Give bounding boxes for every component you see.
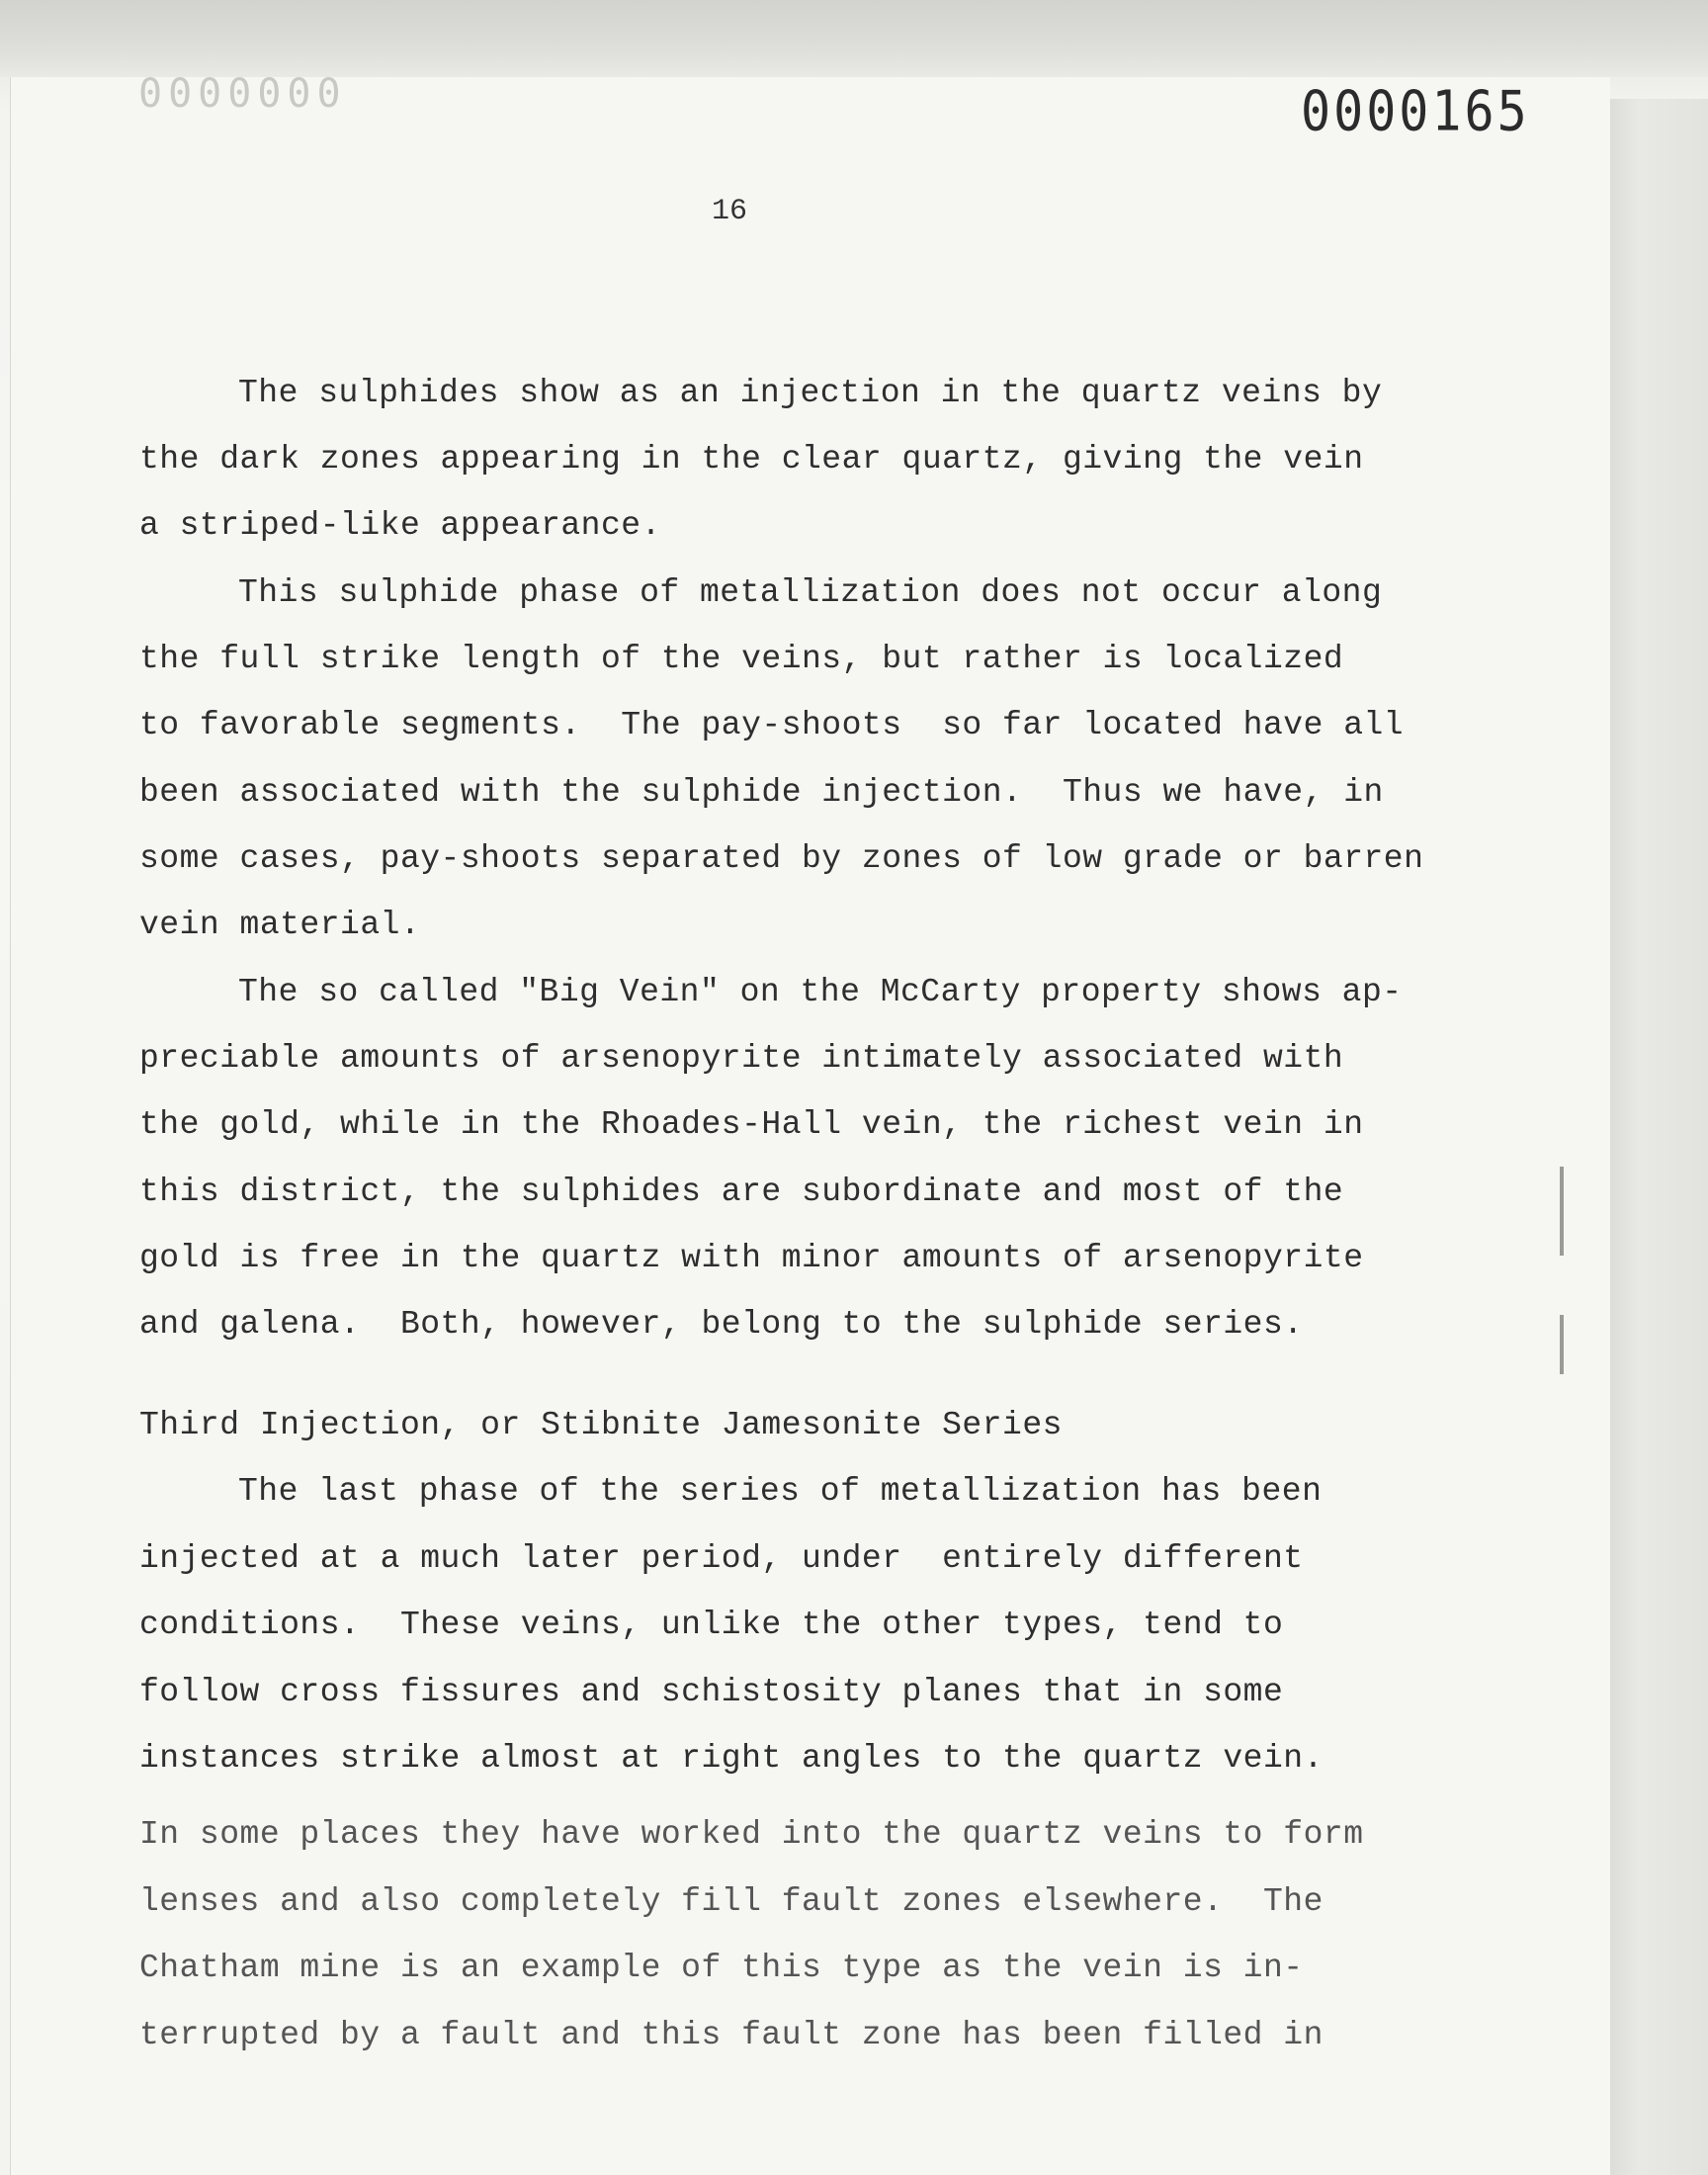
- body-line: In some places they have worked into the quartz veins to form: [139, 1816, 1364, 1853]
- body-line: The sulphides show as an injection in the quartz veins by: [238, 375, 1383, 411]
- body-line: been associated with the sulphide injection. Thus we have, in: [139, 774, 1384, 811]
- page-number: 16: [712, 195, 748, 228]
- body-line: The so called "Big Vein" on the McCarty property shows ap-: [238, 974, 1403, 1010]
- scan-edge-mark: [1560, 1167, 1564, 1256]
- body-line: Chatham mine is an example of this type as the vein is in-: [139, 1950, 1304, 1986]
- scan-top-edge: [0, 0, 1708, 77]
- body-line: this district, the sulphides are subordinate and most of the: [139, 1174, 1344, 1210]
- body-line: follow cross fissures and schistosity planes that in some: [139, 1674, 1284, 1710]
- body-line: instances strike almost at right angles to the quartz vein.: [139, 1740, 1324, 1777]
- body-line: preciable amounts of arsenopyrite intimately associated with: [139, 1040, 1344, 1077]
- body-line: lenses and also completely fill fault zones elsewhere. The: [139, 1883, 1324, 1920]
- section-heading: Third Injection, or Stibnite Jamesonite Series: [139, 1407, 1063, 1443]
- ghost-stamp-number: 0000000: [138, 71, 347, 117]
- scan-edge-mark: [1560, 1315, 1564, 1374]
- document-stamp-number: 0000165: [1301, 79, 1530, 143]
- body-line: terrupted by a fault and this fault zone has been filled in: [139, 2017, 1324, 2053]
- body-line: the full strike length of the veins, but rather is localized: [139, 641, 1344, 677]
- body-line: conditions. These veins, unlike the other types, tend to: [139, 1607, 1284, 1643]
- body-line: a striped-like appearance.: [139, 507, 661, 544]
- body-line: injected at a much later period, under entirely different: [139, 1540, 1304, 1577]
- body-line: gold is free in the quartz with minor amounts of arsenopyrite: [139, 1240, 1364, 1276]
- scan-right-edge: [1609, 99, 1708, 2175]
- body-line: and galena. Both, however, belong to the sulphide series.: [139, 1306, 1304, 1343]
- body-line: the gold, while in the Rhoades-Hall vein, the richest vein in: [139, 1106, 1364, 1143]
- body-line: This sulphide phase of metallization does not occur along: [238, 574, 1383, 611]
- body-line: vein material.: [139, 907, 421, 943]
- body-line: some cases, pay-shoots separated by zones of low grade or barren: [139, 840, 1424, 877]
- body-line: the dark zones appearing in the clear quartz, giving the vein: [139, 441, 1364, 478]
- body-line: The last phase of the series of metallization has been: [238, 1473, 1323, 1510]
- body-line: to favorable segments. The pay-shoots so far located have all: [139, 707, 1405, 743]
